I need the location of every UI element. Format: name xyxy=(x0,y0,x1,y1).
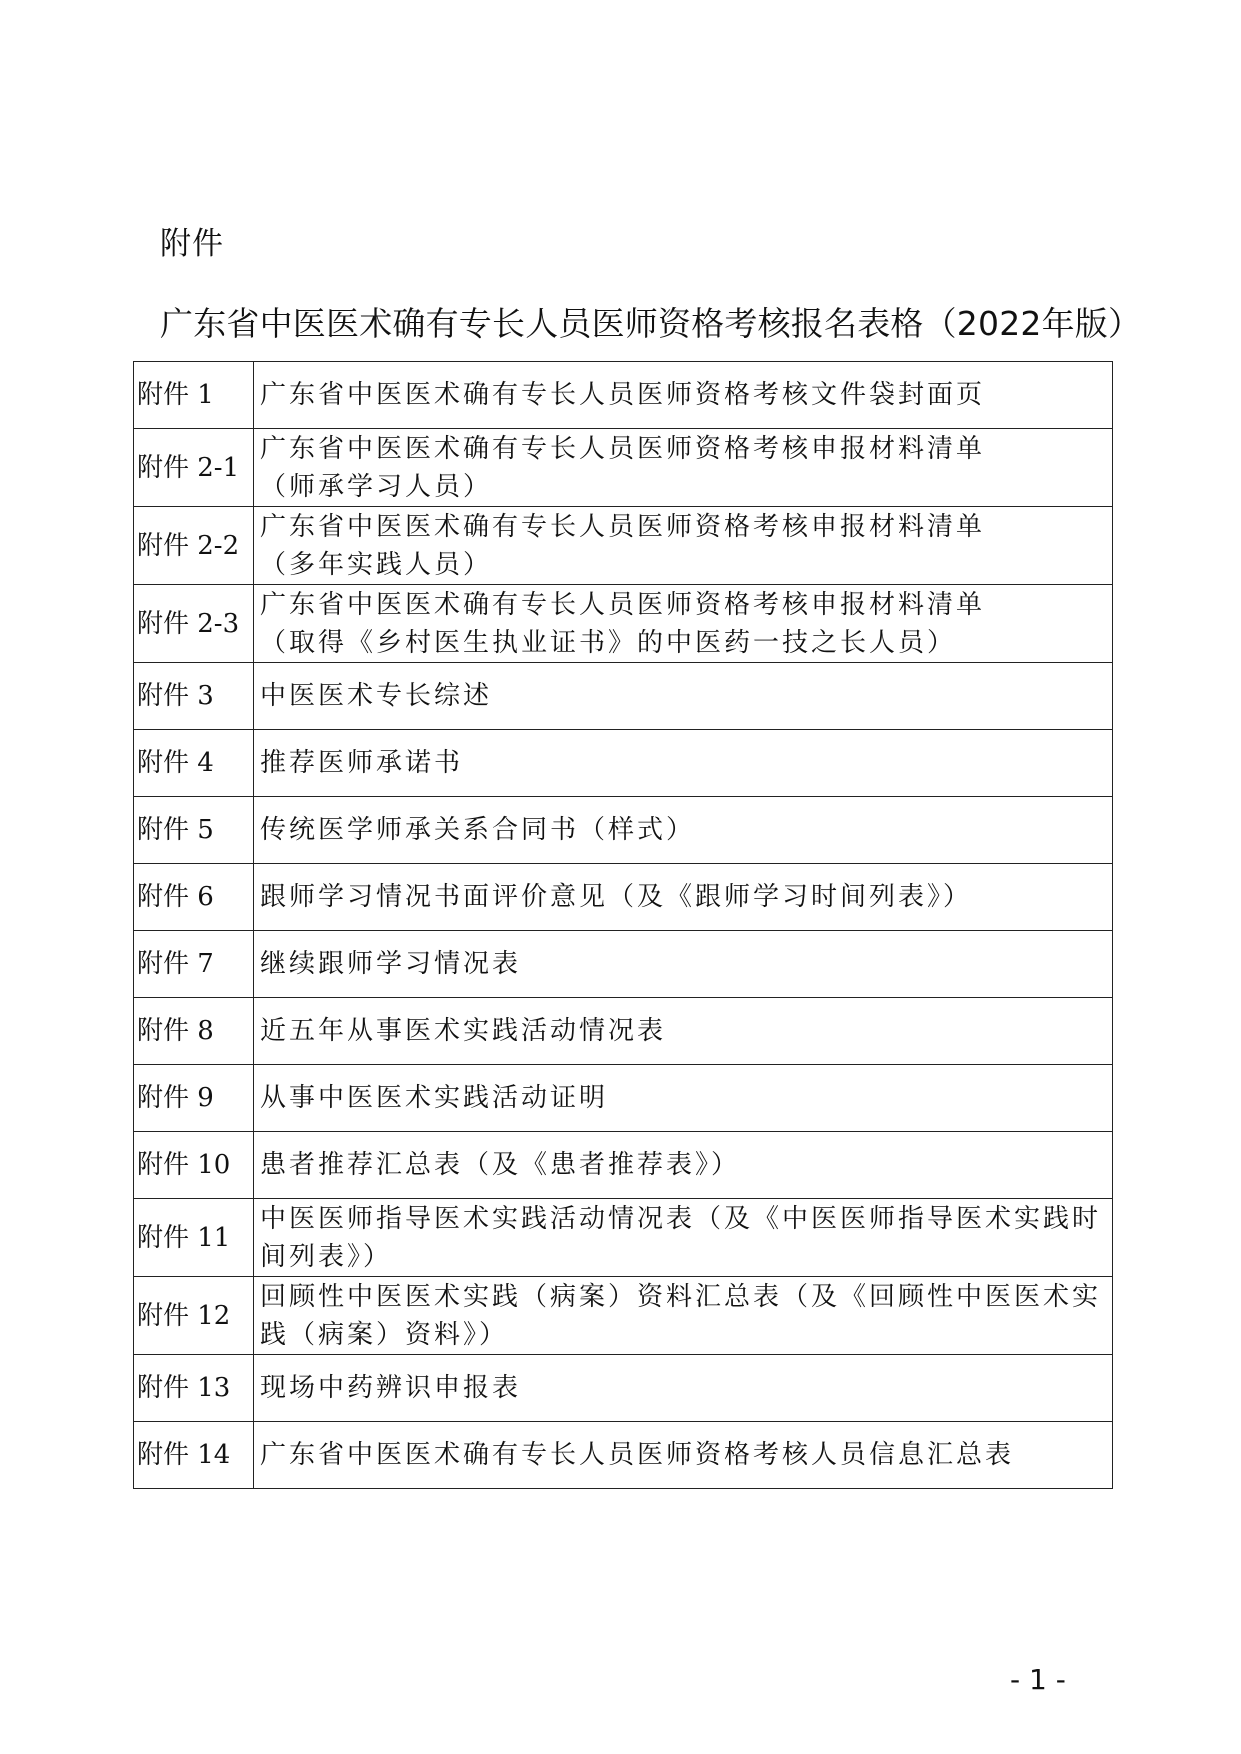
attachment-name-line: 中医医术专长综述 xyxy=(260,681,493,711)
attachment-number: 附件 7 xyxy=(134,931,254,998)
table-row xyxy=(134,585,1113,663)
attachment-name xyxy=(254,585,1113,663)
attachment-number: 附件 5 xyxy=(134,797,254,864)
table-row xyxy=(134,507,1113,585)
attachment-name xyxy=(254,1277,1113,1355)
attachment-name-line: 广东省中医医术确有专长人员医师资格考核文件袋封面页 xyxy=(260,380,986,410)
table-row xyxy=(134,1422,1113,1489)
attachment-label: 附件 xyxy=(160,226,224,262)
attachment-number: 附件 2-1 xyxy=(134,429,254,507)
attachment-number: 附件 12 xyxy=(134,1277,254,1355)
attachment-name xyxy=(254,362,1113,429)
attachment-name-line: 中医医师指导医术实践活动情况表（及《中医医师指导医术实践时 xyxy=(260,1203,1102,1234)
attachment-name-line: （多年实践人员） xyxy=(260,549,493,580)
attachment-number: 附件 2-2 xyxy=(134,507,254,585)
attachment-name-line: 广东省中医医术确有专长人员医师资格考核人员信息汇总表 xyxy=(260,1440,1015,1470)
attachment-name xyxy=(254,507,1113,585)
attachment-number: 附件 4 xyxy=(134,730,254,797)
attachment-name xyxy=(254,1422,1113,1489)
attachment-number: 附件 3 xyxy=(134,663,254,730)
table-row xyxy=(134,1199,1113,1277)
attachment-name-line: 回顾性中医医术实践（病案）资料汇总表（及《回顾性中医医术实 xyxy=(260,1281,1102,1312)
attachment-number: 附件 6 xyxy=(134,864,254,931)
page-number: - 1 - xyxy=(1010,1663,1066,1696)
table-row xyxy=(134,1065,1113,1132)
attachment-name xyxy=(254,1065,1113,1132)
attachment-name-line: 间列表》） xyxy=(260,1241,393,1272)
table-row xyxy=(134,362,1113,429)
attachment-name xyxy=(254,931,1113,998)
attachment-number: 附件 9 xyxy=(134,1065,254,1132)
table-row xyxy=(134,931,1113,998)
table-row xyxy=(134,797,1113,864)
attachment-number: 附件 11 xyxy=(134,1199,254,1277)
table-row xyxy=(134,1277,1113,1355)
table-row xyxy=(134,864,1113,931)
attachment-number: 附件 13 xyxy=(134,1355,254,1422)
attachment-name-line: 跟师学习情况书面评价意见（及《跟师学习时间列表》） xyxy=(260,882,973,912)
table-row xyxy=(134,663,1113,730)
attachment-number: 附件 8 xyxy=(134,998,254,1065)
attachment-name-line: 近五年从事医术实践活动情况表 xyxy=(260,1016,667,1046)
attachment-name-line: （取得《乡村医生执业证书》的中医药一技之长人员） xyxy=(260,627,957,658)
table-row xyxy=(134,730,1113,797)
attachment-name xyxy=(254,1132,1113,1199)
attachment-number: 附件 1 xyxy=(134,362,254,429)
attachment-name-line: 践（病案）资料》） xyxy=(260,1319,509,1350)
attachment-name xyxy=(254,797,1113,864)
document-title: 广东省中医医术确有专长人员医师资格考核报名表格（2022年版） xyxy=(160,304,1142,343)
table-row xyxy=(134,1355,1113,1422)
attachment-number: 附件 2-3 xyxy=(134,585,254,663)
table-row xyxy=(134,429,1113,507)
table-row xyxy=(134,1132,1113,1199)
attachment-name xyxy=(254,429,1113,507)
attachment-name-line: 从事中医医术实践活动证明 xyxy=(260,1083,609,1113)
attachment-name-line: 广东省中医医术确有专长人员医师资格考核申报材料清单 xyxy=(260,511,986,542)
attachment-name-line: 继续跟师学习情况表 xyxy=(260,949,522,979)
attachment-name-line: 传统医学师承关系合同书（样式） xyxy=(260,815,696,845)
attachment-name xyxy=(254,864,1113,931)
attachment-name-line: （师承学习人员） xyxy=(260,471,493,502)
attachment-name xyxy=(254,730,1113,797)
attachment-table xyxy=(133,361,1113,1489)
attachment-name-line: 患者推荐汇总表（及《患者推荐表》） xyxy=(260,1150,741,1180)
attachment-name xyxy=(254,1199,1113,1277)
attachment-name xyxy=(254,663,1113,730)
attachment-name-line: 广东省中医医术确有专长人员医师资格考核申报材料清单 xyxy=(260,589,986,620)
attachment-name-line: 广东省中医医术确有专长人员医师资格考核申报材料清单 xyxy=(260,433,986,464)
attachment-name xyxy=(254,1355,1113,1422)
attachment-name xyxy=(254,998,1113,1065)
attachment-number: 附件 14 xyxy=(134,1422,254,1489)
table-row xyxy=(134,998,1113,1065)
attachment-number: 附件 10 xyxy=(134,1132,254,1199)
attachment-name-line: 现场中药辨识申报表 xyxy=(260,1373,522,1403)
attachment-name-line: 推荐医师承诺书 xyxy=(260,748,464,778)
